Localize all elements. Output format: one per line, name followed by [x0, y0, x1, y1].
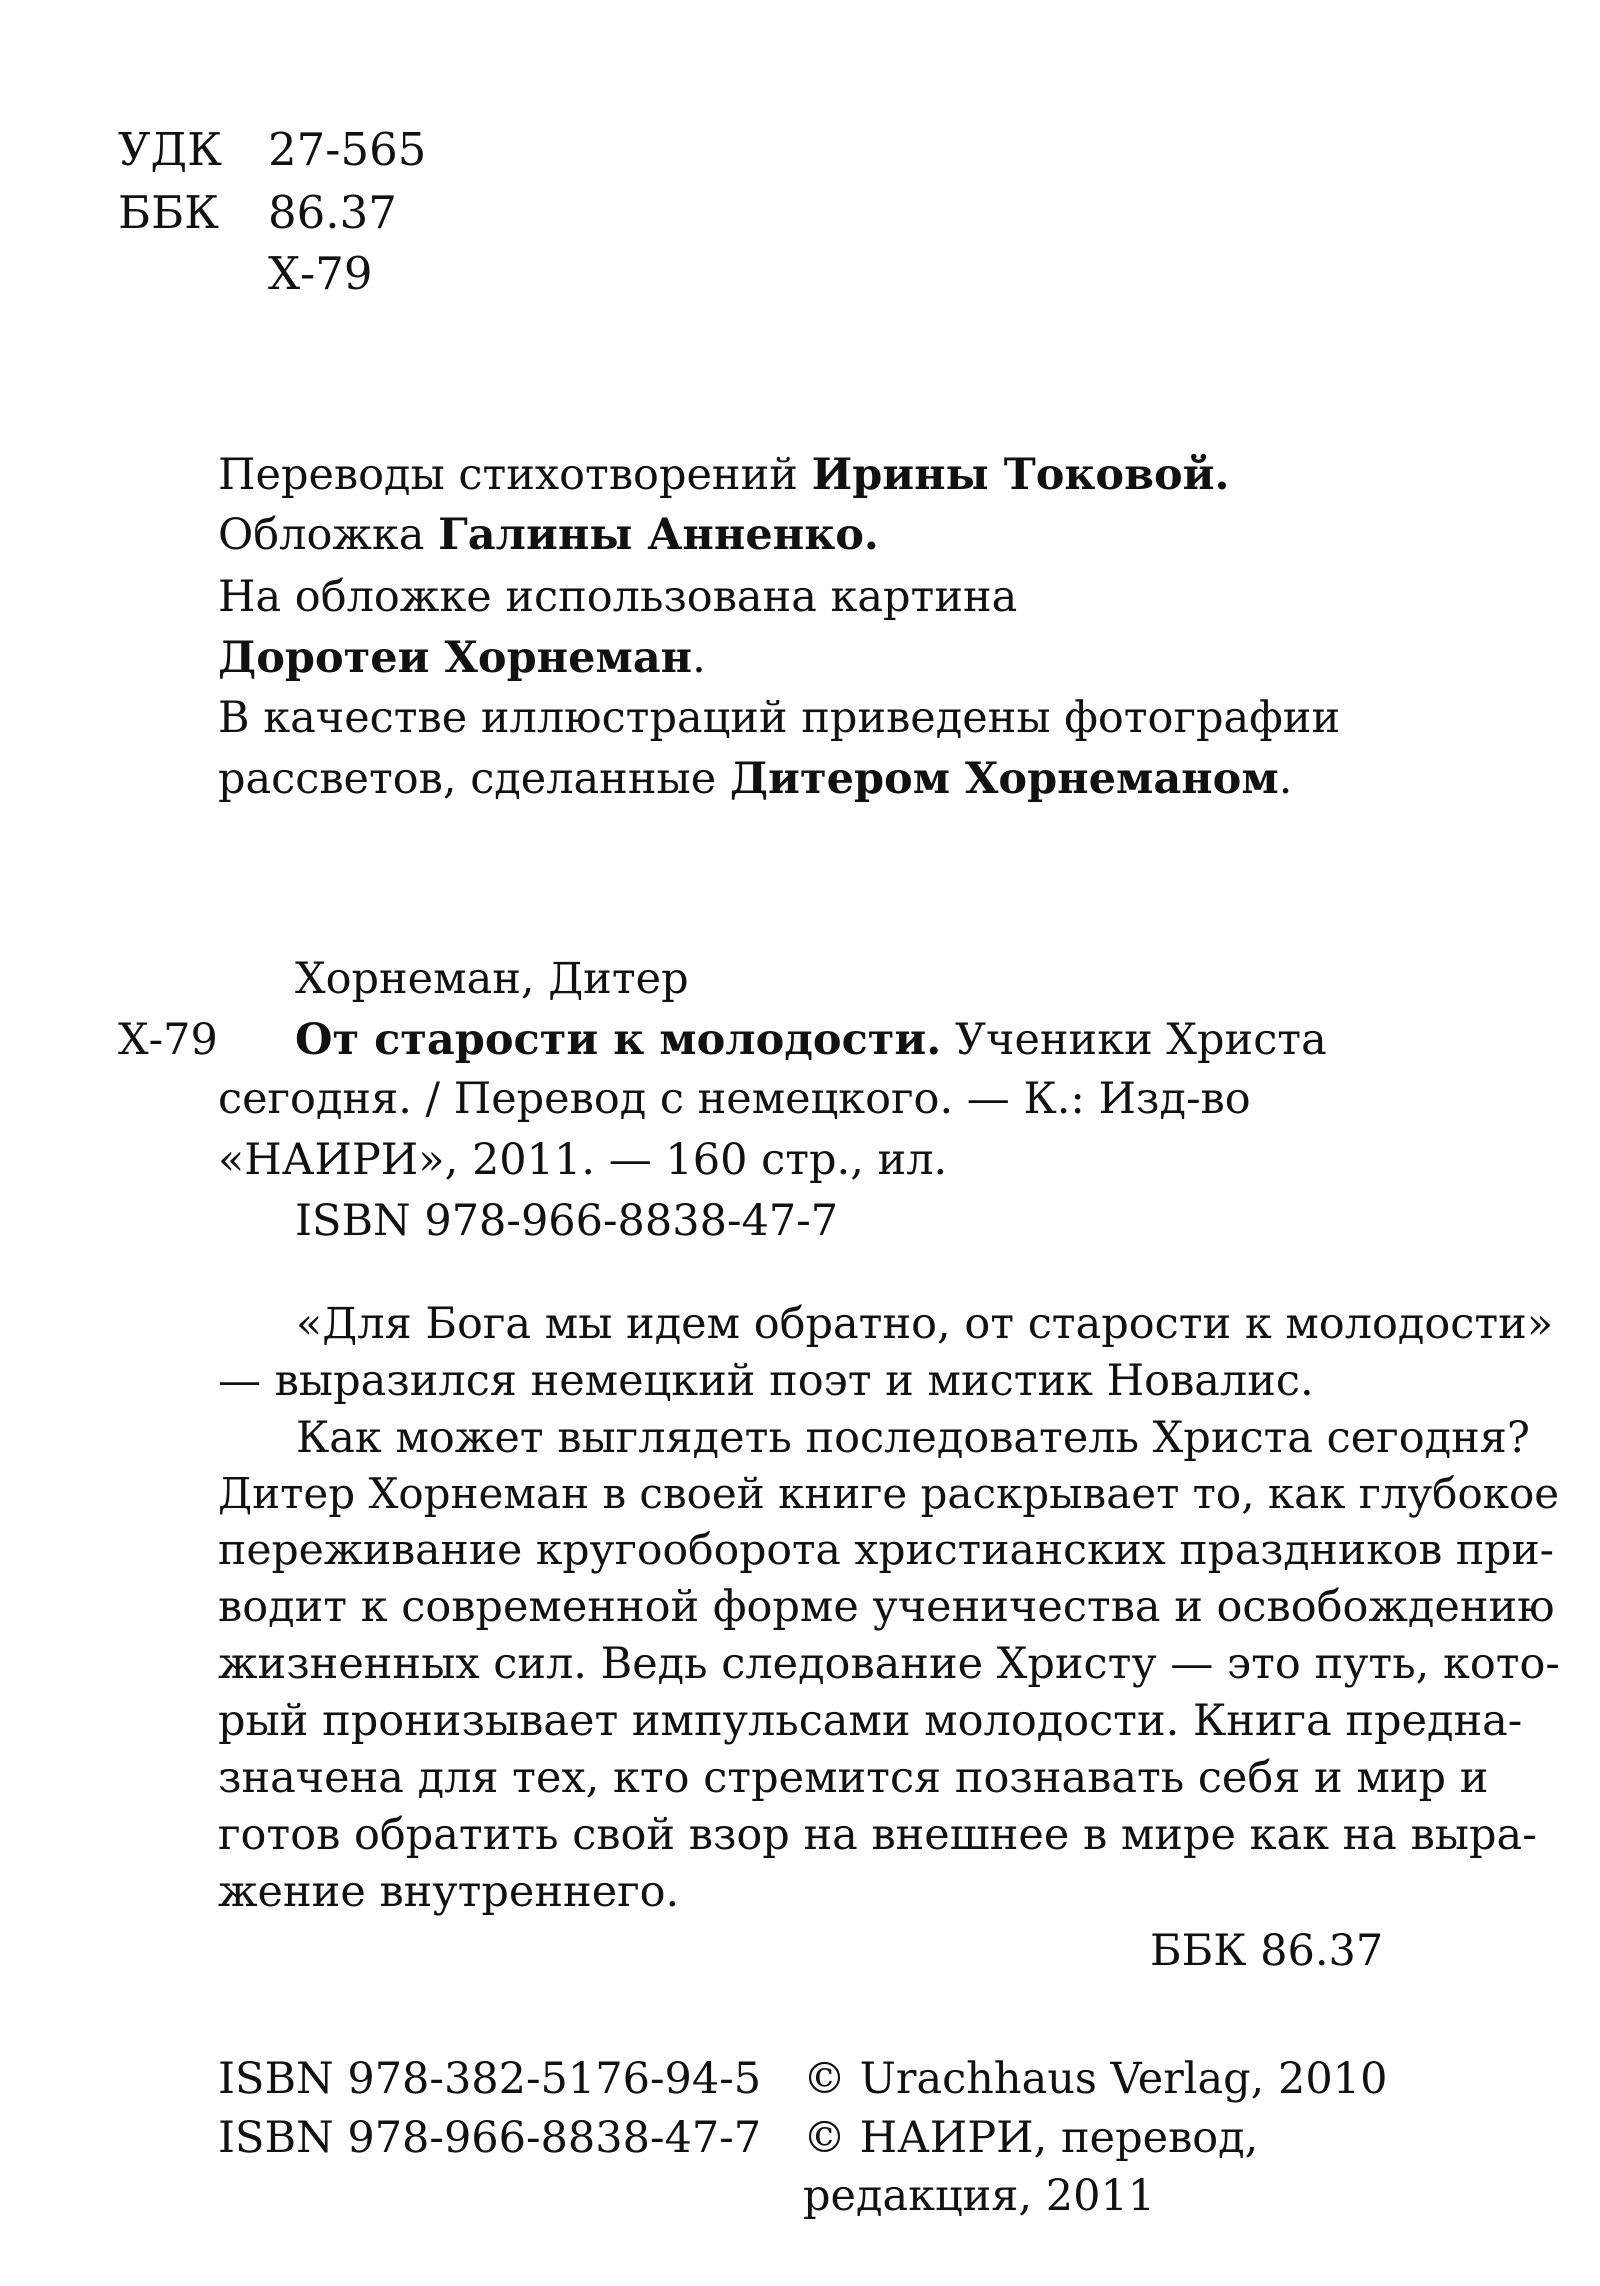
credits-cover-text: Обложка: [218, 510, 439, 560]
cover-designer-name: Галины Анненко.: [438, 510, 879, 560]
udk-label: УДК: [118, 123, 222, 176]
annotation-line: переживание кругооборота христианских праздников при-: [218, 1526, 1555, 1575]
book-subtitle-start: Ученики Христа: [941, 1015, 1327, 1065]
annotation-bbk: ББК 86.37: [1150, 1926, 1384, 1976]
annotation-line: значена для тех, кто стремится познавать себя и мир и: [218, 1753, 1489, 1803]
bbk-label: ББК: [118, 186, 219, 239]
isbn-translation: ISBN 978-966-8838-47-7: [218, 2113, 762, 2163]
credits-illustrations-line: В качестве иллюстраций приведены фотографии: [218, 693, 1341, 743]
annotation-line: жение внутреннего.: [218, 1867, 680, 1917]
catalog-mark: Х-79: [118, 1015, 218, 1065]
annotation-line: жизненных сил. Ведь следование Христу — это путь, кото-: [218, 1639, 1560, 1689]
copyright-translation: © НАИРИ, перевод,: [803, 2113, 1259, 2163]
catalog-isbn: ISBN 978-966-8838-47-7: [295, 1196, 839, 1246]
catalog-line-3: «НАИРИ», 2011. — 160 стр., ил.: [218, 1135, 948, 1185]
painter-period: .: [692, 633, 706, 683]
photographer-name: Дитером Хорнеманом: [729, 754, 1279, 804]
catalog-line-2: сегодня. / Перевод с немецкого. — К.: Изд-во: [218, 1074, 1251, 1124]
udk-value: 27-565: [268, 123, 427, 176]
annotation-line: Дитер Хорнеман в своей книге раскрывает то, как глубокое: [218, 1469, 1560, 1518]
annotation-line: «Для Бога мы идем обратно, от старости к молодости»: [296, 1299, 1554, 1349]
credits-translation-text: Переводы стихотворений: [218, 450, 812, 500]
annotation-line: — выразился немецкий поэт и мистик Новалис.: [218, 1356, 1314, 1406]
credits-cover-line: [218, 510, 879, 560]
credits-photographer-line: [218, 754, 1293, 804]
credits-painter-line: [218, 633, 706, 683]
credits-photos-text: рассветов, сделанные: [218, 754, 730, 804]
bbk-value: 86.37: [268, 186, 397, 239]
photographer-period: .: [1278, 754, 1293, 804]
painter-name: Доротеи Хорнеман: [218, 633, 693, 683]
annotation-line: Как может выглядеть последователь Христа сегодня?: [296, 1413, 1530, 1463]
annotation-line: готов обратить свой взор на внешнее в мире как на выра-: [218, 1810, 1537, 1860]
book-title: От старости к молодости.: [295, 1015, 942, 1065]
copyright-original: © Urachhaus Verlag, 2010: [803, 2054, 1388, 2104]
isbn-original: ISBN 978-382-5176-94-5: [218, 2054, 762, 2104]
author-mark: Х-79: [268, 247, 373, 300]
catalog-author: Хорнеман, Дитер: [295, 954, 689, 1004]
annotation-line: рый пронизывает импульсами молодости. Книга предна-: [218, 1696, 1523, 1746]
annotation-line: водит к современной форме ученичества и освобождению: [218, 1582, 1555, 1632]
catalog-title-line: [295, 1015, 1327, 1065]
credits-painting-line: На обложке использована картина: [218, 572, 1018, 622]
translator-name: Ирины Токовой.: [811, 450, 1230, 500]
copyright-translation-cont: редакция, 2011: [803, 2171, 1156, 2221]
credits-translation-line: [218, 450, 1230, 500]
